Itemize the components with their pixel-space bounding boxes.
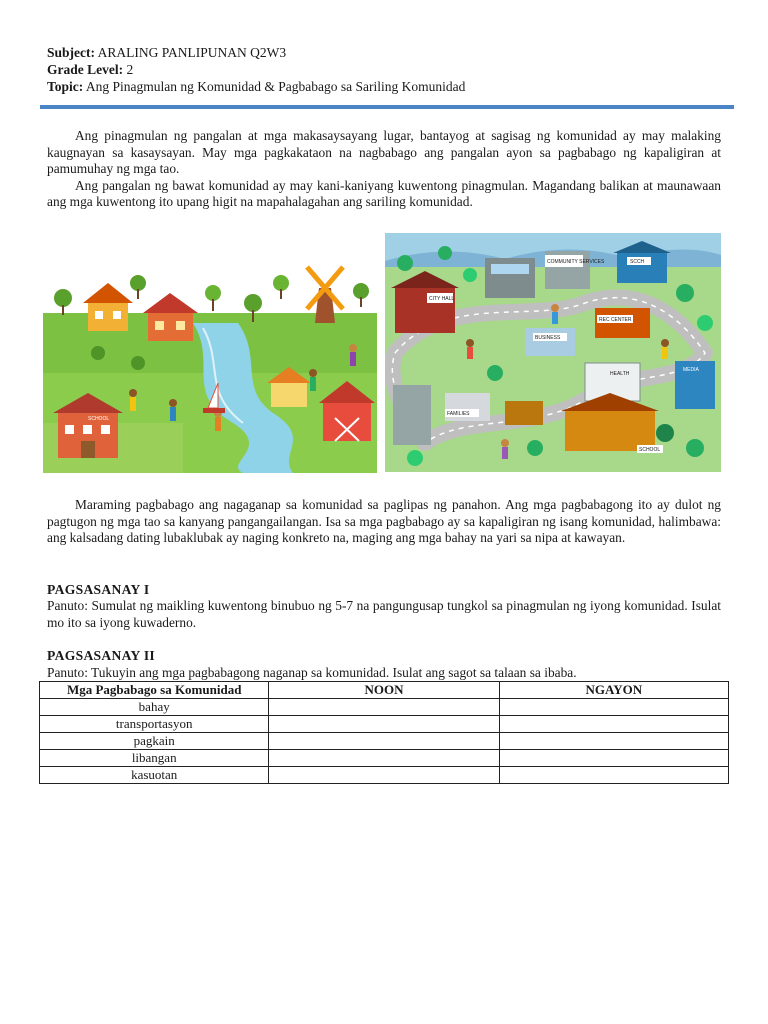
left-school-sign: SCHOOL <box>88 416 110 422</box>
ngayon-answer-cell[interactable] <box>499 699 728 716</box>
health-sign: HEALTH <box>610 371 630 377</box>
noon-answer-cell[interactable] <box>269 767 499 784</box>
row-label: kasuotan <box>40 767 269 784</box>
intro-paragraph-1: Ang pinagmulan ng pangalan at mga makasaysayang lugar, bantayog at sagisag ng komunidad ay may malaking kaugnayan sa kasaysayan. May mga pagkakataon na nagbabago ang pangalan ayon sa pagbabago ng kapaligiran at pamumuhay ng mga tao. <box>47 128 721 176</box>
body-paragraph: Maraming pagbabago ang nagaganap sa komunidad sa paglipas ng panahon. Ang mga pagbabagong ito ay dulot ng pagtugon ng mga tao sa kanyang pangangailangan. Isa sa mga pagbabago ay sa kapaligiran ng isang komunidad, halimbawa: ang kalsadang dating lubaklubak ay naging konkreto na, maging ang mga bahay na yari sa nipa at kawayan. <box>47 497 721 545</box>
ngayon-answer-cell[interactable] <box>499 750 728 767</box>
noon-answer-cell[interactable] <box>269 699 499 716</box>
noon-answer-cell[interactable] <box>269 716 499 733</box>
table-row <box>40 750 729 767</box>
body-text <box>47 497 721 547</box>
city-hall-sign: CITY HALL <box>429 296 455 302</box>
table-row <box>40 699 729 716</box>
families-sign: FAMILIES <box>447 411 470 417</box>
column-header-ngayon: NGAYON <box>499 682 728 699</box>
document-header <box>47 44 465 95</box>
table-row <box>40 767 729 784</box>
intro-text <box>47 128 721 211</box>
rec-center-sign: REC CENTER <box>599 317 632 323</box>
column-header-noon: NOON <box>269 682 499 699</box>
noon-answer-cell[interactable] <box>269 733 499 750</box>
changes-table <box>39 681 729 784</box>
business-sign: BUSINESS <box>535 335 561 341</box>
exercise-2-instruction: Panuto: Tukuyin ang mga pagbabagong naganap sa komunidad. Isulat ang sagot sa talaan sa ibaba. <box>47 665 577 680</box>
subject-value: ARALING PANLIPUNAN Q2W3 <box>97 45 287 60</box>
row-label: transportasyon <box>40 716 269 733</box>
topic-value: Ang Pinagmulan ng Komunidad & Pagbabago sa Sariling Komunidad <box>85 79 466 94</box>
scch-sign: SCCH <box>630 259 645 265</box>
topic-label: Topic: <box>47 79 84 94</box>
header-divider <box>40 105 734 109</box>
grade-value: 2 <box>126 62 134 77</box>
intro-paragraph-2: Ang pangalan ng bawat komunidad ay may kani-kaniyang kuwentong pinagmulan. Magandang balikan at maunawaan ang mga kuwentong ito upang higit na mapahalagahan ang sariling komunidad. <box>47 177 721 209</box>
table-row <box>40 716 729 733</box>
grade-label: Grade Level: <box>47 62 124 77</box>
exercise-1-instruction: Panuto: Sumulat ng maikling kuwentong binubuo ng 5-7 na pangungusap tungkol sa pinagmulan ng iyong komunidad. Isulat mo ito sa iyong kuwaderno. <box>47 598 721 630</box>
media-sign: MEDIA <box>683 367 699 373</box>
noon-answer-cell[interactable] <box>269 750 499 767</box>
school-sign: SCHOOL <box>639 447 661 453</box>
exercise-2-title: PAGSASANAY II <box>47 648 156 663</box>
community-services-sign: COMMUNITY SERVICES <box>547 259 605 265</box>
subject-label: Subject: <box>47 45 95 60</box>
rural-community-illustration <box>43 253 377 473</box>
ngayon-answer-cell[interactable] <box>499 767 728 784</box>
column-header-changes: Mga Pagbabago sa Komunidad <box>40 682 269 699</box>
row-label: pagkain <box>40 733 269 750</box>
exercise-1-title: PAGSASANAY I <box>47 582 150 597</box>
ngayon-answer-cell[interactable] <box>499 716 728 733</box>
row-label: libangan <box>40 750 269 767</box>
town-community-illustration <box>385 233 721 472</box>
row-label: bahay <box>40 699 269 716</box>
table-header-row <box>40 682 729 699</box>
table-row <box>40 733 729 750</box>
ngayon-answer-cell[interactable] <box>499 733 728 750</box>
